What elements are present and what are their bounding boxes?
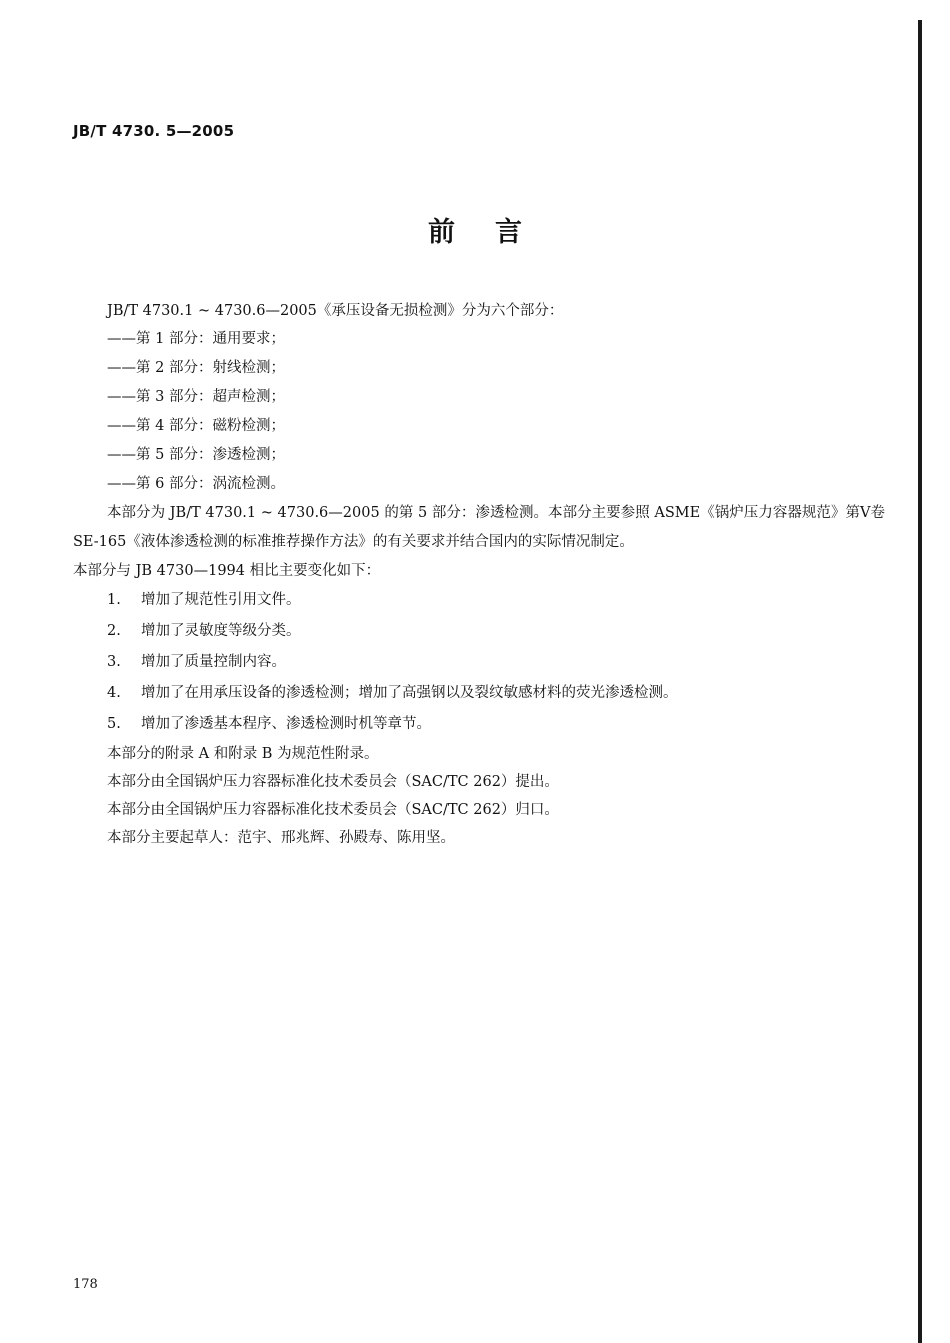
reference-paragraph: 本部分为 JB/T 4730.1 ~ 4730.6—2005 的第 5 部分：渗透检测。本部分主要参照 ASME《锅炉压力容器规范》第Ⅴ卷 SE-165《液体渗透检测的标准推荐操作方法》的有关要求并结合国内的实际情况制定。 bbox=[73, 505, 885, 550]
part-item: ——第 4 部分：磁粉检测； bbox=[107, 418, 285, 434]
change-text: 增加了规范性引用文件。 bbox=[141, 592, 301, 608]
parts-list bbox=[73, 325, 885, 499]
changes-intro: 本部分与 JB 4730—1994 相比主要变化如下： bbox=[73, 563, 381, 579]
part-item: ——第 2 部分：射线检测； bbox=[107, 360, 285, 376]
change-text: 增加了质量控制内容。 bbox=[141, 654, 286, 670]
change-item bbox=[73, 585, 885, 616]
closing-drafters: 本部分主要起草人：范宇、邢兆辉、孙殿寿、陈用坚。 bbox=[107, 830, 455, 846]
part-item: ——第 1 部分：通用要求； bbox=[107, 331, 285, 347]
change-item bbox=[73, 647, 885, 678]
change-number: 2. bbox=[107, 623, 121, 639]
part-item: ——第 6 部分：涡流检测。 bbox=[107, 476, 285, 492]
page-title: 前言 bbox=[428, 217, 562, 248]
change-number: 3. bbox=[107, 654, 121, 670]
closing-managed-by: 本部分由全国锅炉压力容器标准化技术委员会（SAC/TC 262）归口。 bbox=[107, 802, 559, 818]
changes-list bbox=[73, 585, 885, 740]
standard-code: JB/T 4730. 5—2005 bbox=[73, 122, 235, 140]
change-number: 4. bbox=[107, 685, 121, 701]
part-item: ——第 5 部分：渗透检测； bbox=[107, 447, 285, 463]
change-number: 1. bbox=[107, 592, 121, 608]
body-content bbox=[73, 297, 885, 852]
change-text: 增加了灵敏度等级分类。 bbox=[141, 623, 301, 639]
change-number: 5. bbox=[107, 716, 121, 732]
page-number: 178 bbox=[73, 1277, 98, 1292]
part-item: ——第 3 部分：超声检测； bbox=[107, 389, 285, 405]
change-item bbox=[73, 616, 885, 647]
closing-annex: 本部分的附录 A 和附录 B 为规范性附录。 bbox=[107, 746, 379, 762]
change-text: 增加了渗透基本程序、渗透检测时机等章节。 bbox=[141, 716, 431, 732]
change-text: 增加了在用承压设备的渗透检测；增加了高强钢以及裂纹敏感材料的荧光渗透检测。 bbox=[141, 685, 678, 701]
closing-proposed-by: 本部分由全国锅炉压力容器标准化技术委员会（SAC/TC 262）提出。 bbox=[107, 774, 559, 790]
change-item bbox=[73, 678, 885, 709]
change-item bbox=[73, 709, 885, 740]
intro-paragraph: JB/T 4730.1 ~ 4730.6—2005《承压设备无损检测》分为六个部分： bbox=[107, 303, 564, 319]
